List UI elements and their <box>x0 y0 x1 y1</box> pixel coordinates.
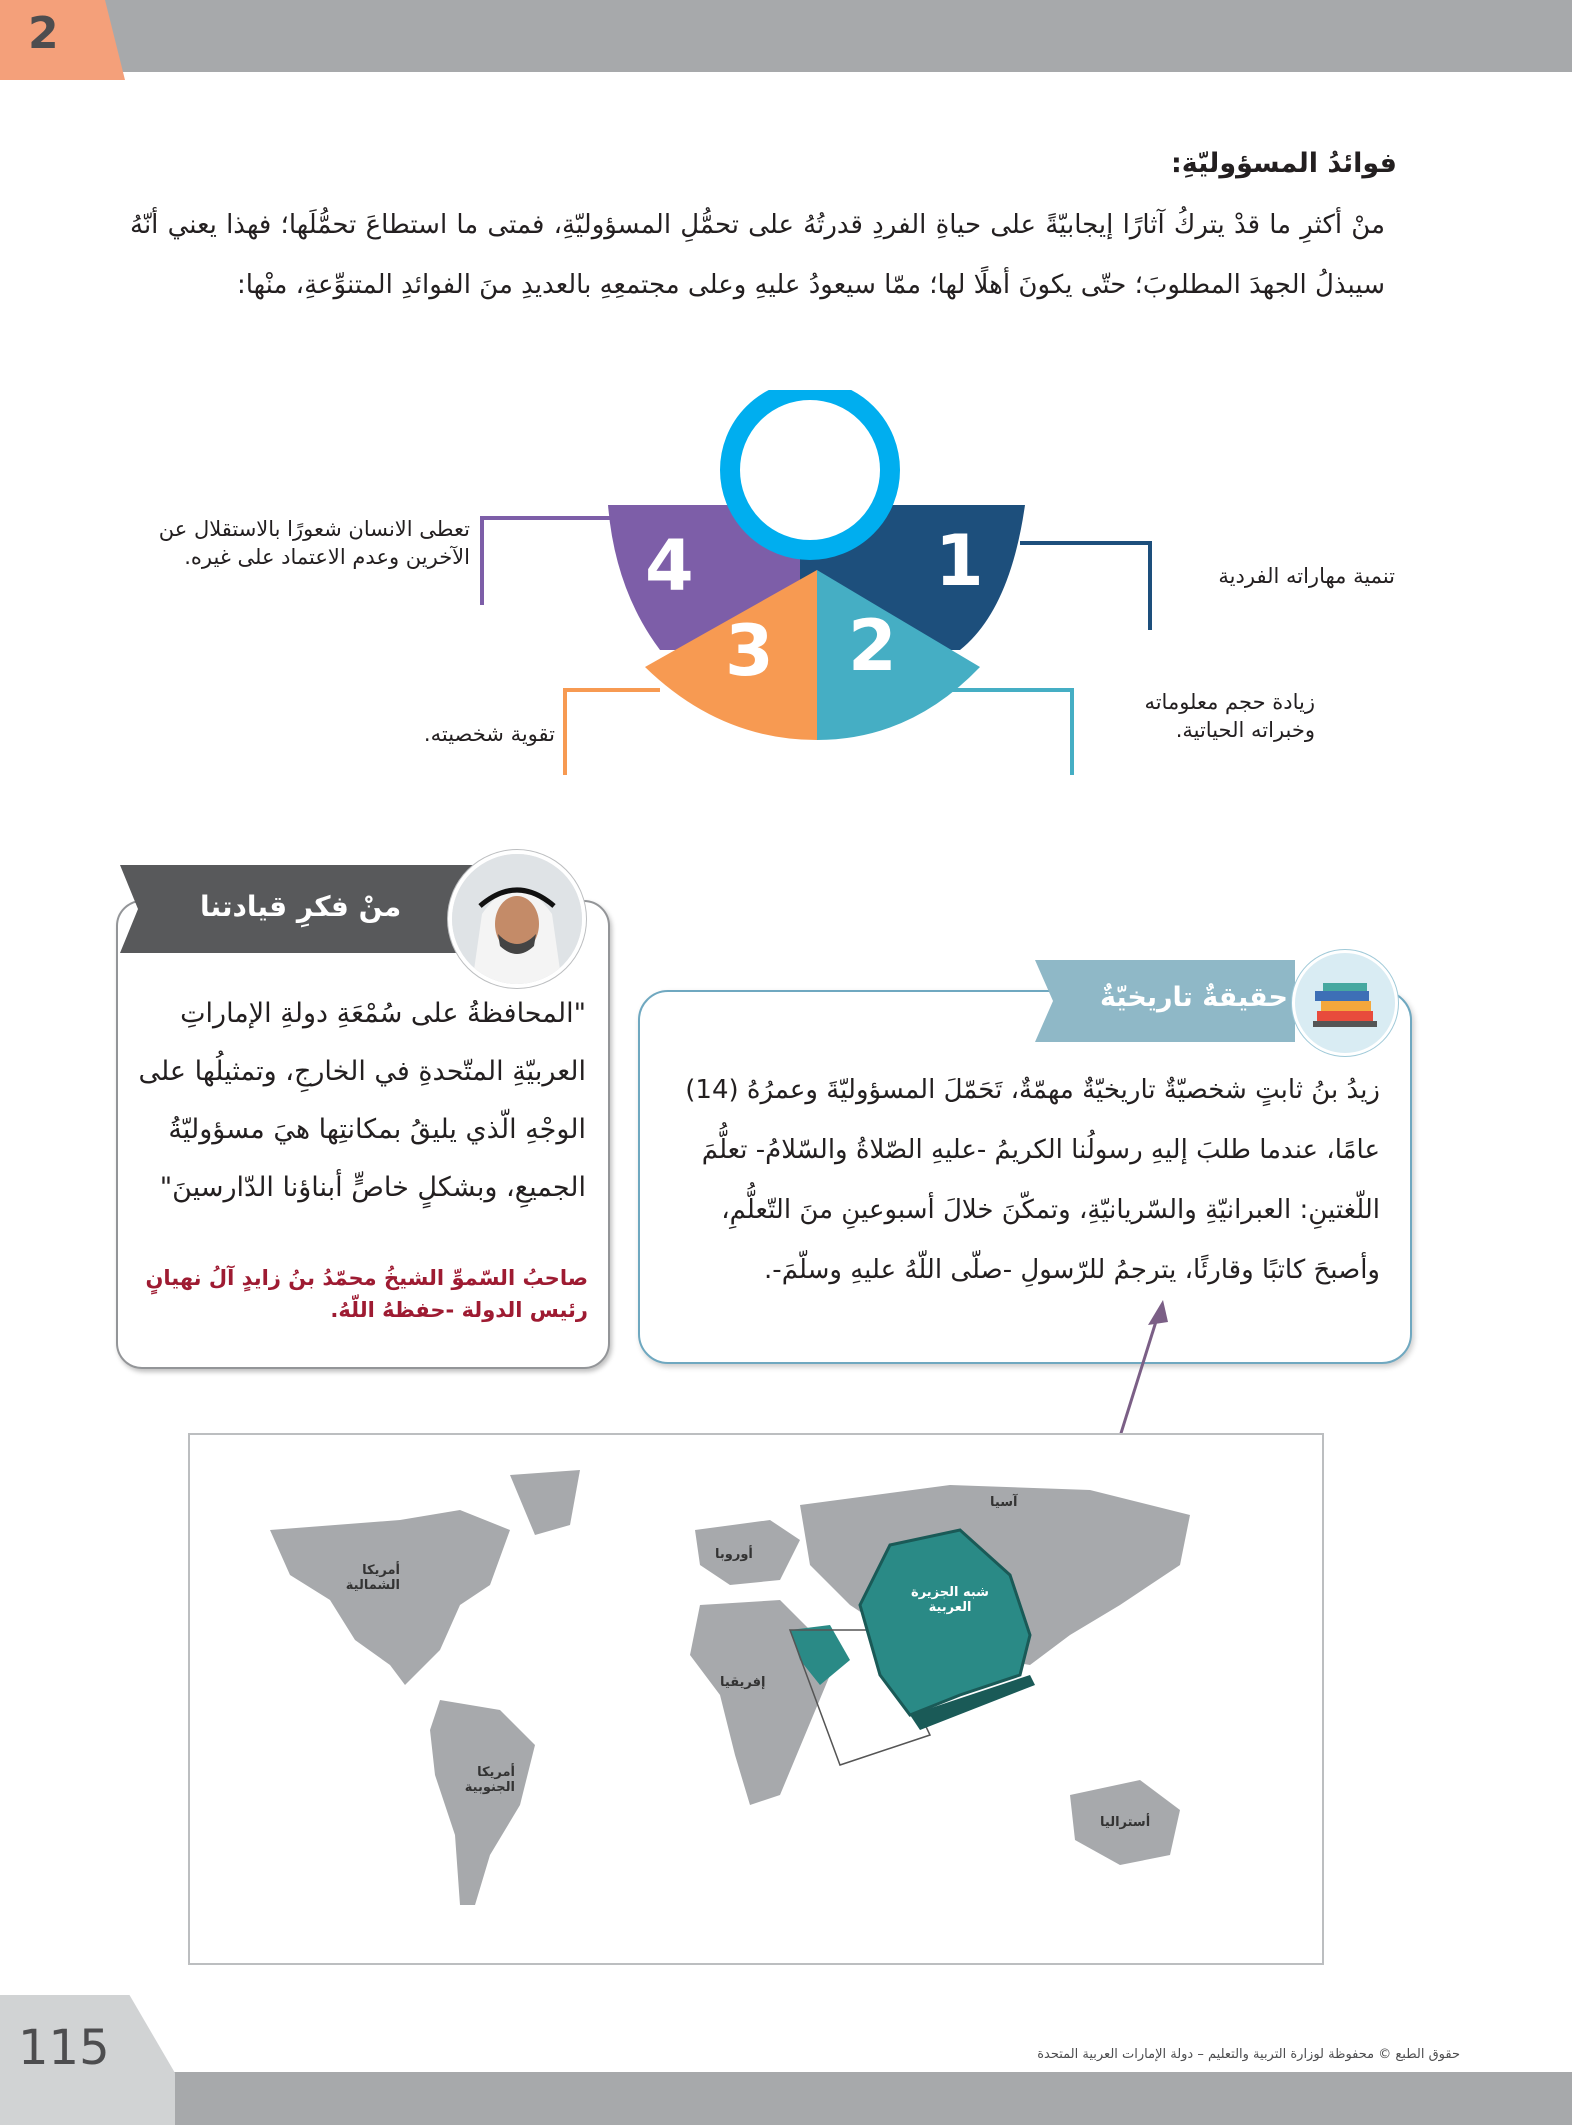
label-europe: أوروبا <box>715 1547 753 1562</box>
label-asia: آسيا <box>990 1495 1018 1510</box>
benefit-3-text: تقوية شخصيته. <box>423 722 555 746</box>
label-south-america: أمريكا الجنوبية <box>464 1765 515 1795</box>
south-america-shape <box>430 1700 535 1905</box>
north-america-shape <box>270 1510 510 1685</box>
segment-3-number: 3 <box>725 610 774 692</box>
world-map-graphic <box>190 1435 1322 1963</box>
label-north-america: أمريكا الشمالية <box>345 1563 400 1593</box>
historical-fact-text: زيدُ بنُ ثابتٍ شخصيّةٌ تاريخيّةٌ مهمّةٌ، تَحَمّلَ المسؤوليّةَ وعمرُهُ (14) عامًا، عندما طلبَ إليهِ رسولُنا الكريمُ -عليهِ الصّلاةُ والسّلامُ- تعلُّمَ اللّغتينِ: العبرانيّةِ والسّريانيّةِ، وتمكّنَ خلالَ أسبوعينِ منَ التّعلُّمِ، وأصبحَ كاتبًا وقارئًا، يترجمُ للرّسولِ -صلّى اللّهُ عليهِ وسلّمَ-. <box>685 1075 1380 1285</box>
benefit-1-text: تنمية مهاراته الفردية <box>1218 564 1395 588</box>
greenland-shape <box>510 1470 580 1535</box>
label-africa: إفريقيا <box>720 1675 766 1690</box>
segment-2-number: 2 <box>848 605 897 687</box>
chapter-number: 2 <box>28 8 59 59</box>
copyright-notice: حقوق الطبع © محفوظة لوزارة التربية والتعليم – دولة الإمارات العربية المتحدة <box>1037 2047 1460 2062</box>
segment-1-number: 1 <box>935 520 984 602</box>
bottom-bar <box>0 2072 1572 2125</box>
historical-fact-title: حقيقةٌ تاريخيّةٌ <box>1100 982 1288 1013</box>
leadership-quote-author: صاحبُ السّموِّ الشيخُ محمّدُ بنُ زايدٍ آلُ نهيانٍ رئيس الدولة -حفظهُ اللّهُ. <box>145 1266 588 1322</box>
section-heading: فوائدُ المسؤوليّةِ: <box>1170 148 1397 179</box>
segment-4-number: 4 <box>645 525 694 607</box>
intro-paragraph: منْ أكثرِ ما قدْ يتركُ آثارًا إيجابيّةً على حياةِ الفردِ قدرتُهُ على تحمُّلِ المسؤوليّةِ، فمتى ما استطاعَ تحمُّلَها؛ فهذا يعني أنّهُ سيبذلُ الجهدَ المطلوبَ؛ حتّى يكونَ أهلًا لها؛ ممّا سيعودُ عليهِ وعلى مجتمعِهِ بالعديدِ منَ الفوائدِ المتنوِّعةِ، منْها: <box>130 210 1385 300</box>
leadership-quote-text: "المحافظةُ على سُمْعَةِ دولةِ الإماراتِ العربيّةِ المتّحدةِ في الخارجِ، وتمثيلُها على الوجْهِ الّذي يليقُ بمكانتِها هيَ مسؤوليّةُ الجميعِ، وبشكلٍ خاصٍّ أبناؤنا الدّارسينَ" <box>138 998 586 1203</box>
benefit-2-text: زيادة حجم معلوماته وخبراته الحياتية. <box>1144 690 1315 742</box>
label-arabian-peninsula: شبه الجزيرة العربية <box>911 1585 989 1615</box>
leadership-quote-title: منْ فكرِ قيادتنا <box>200 890 402 923</box>
label-australia: أستراليا <box>1100 1815 1151 1830</box>
page-number: 115 <box>18 2020 110 2076</box>
benefit-4-text: تعطى الانسان شعورًا بالاستقلال عن الآخرين وعدم الاعتماد على غيره. <box>158 517 470 569</box>
world-map <box>188 1433 1324 1965</box>
